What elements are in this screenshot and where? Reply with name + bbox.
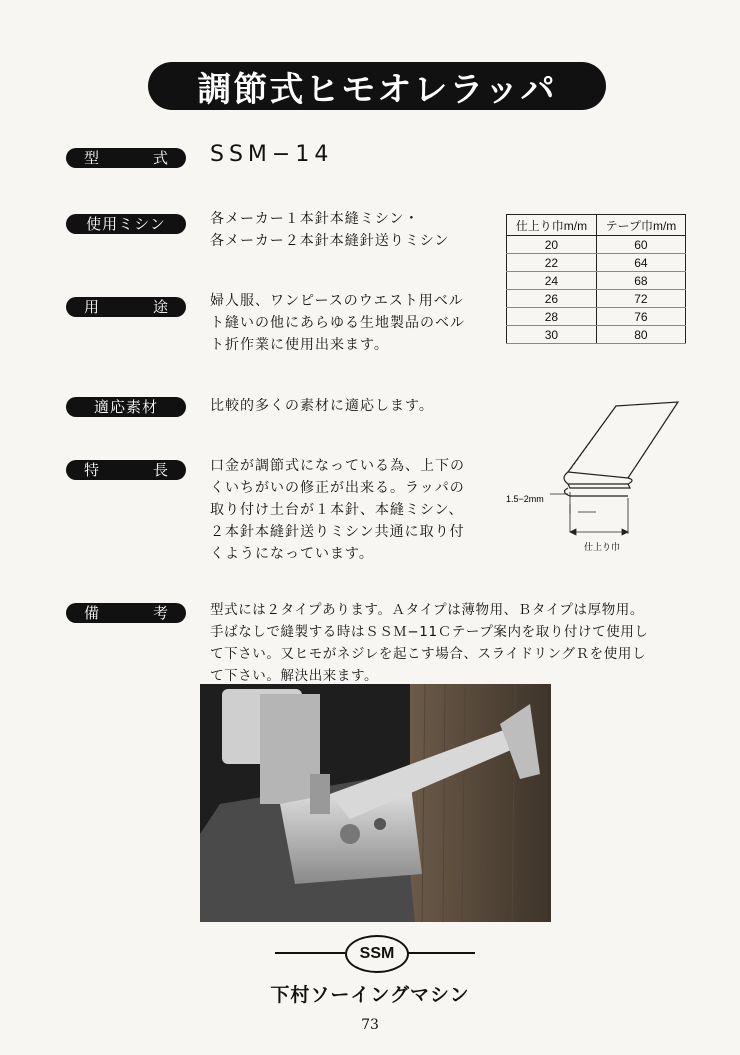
usage-line: 婦人服、ワンピースのウエスト用ベル <box>210 293 464 309</box>
table-row <box>507 272 686 290</box>
cell-finish-width: 30 <box>507 326 597 344</box>
features-line: くいちがいの修正が出来る。ラッパの <box>210 480 465 496</box>
table-row <box>507 290 686 308</box>
table-row <box>507 326 686 344</box>
diagram-gap-label: 1.5−2mm <box>506 494 544 504</box>
label-features-char-2: 長 <box>152 461 168 479</box>
label-remarks-char-1: 備 <box>84 604 100 622</box>
cell-tape-width: 80 <box>596 326 685 344</box>
cell-tape-width: 60 <box>596 236 685 254</box>
cell-finish-width: 20 <box>507 236 597 254</box>
label-machine: 使用ミシン <box>66 214 186 234</box>
size-table-header: テープ巾m/m <box>596 215 685 236</box>
model-value: SSM−14 <box>210 142 334 167</box>
remarks-line: て下さい。又ヒモがネジレを起こす場合、スライドリングＲを使用し <box>210 646 647 662</box>
cell-finish-width: 28 <box>507 308 597 326</box>
machine-text <box>210 208 449 252</box>
table-row <box>507 308 686 326</box>
diagram-width-label: 仕上り巾 <box>584 542 621 552</box>
cell-finish-width: 24 <box>507 272 597 290</box>
label-model <box>66 148 186 168</box>
label-usage-char-2: 途 <box>152 298 168 316</box>
table-row <box>507 236 686 254</box>
ssm-logo: SSM <box>345 935 409 973</box>
label-features-char-1: 特 <box>84 461 100 479</box>
product-photo <box>200 684 551 922</box>
diagram-fabric-bottom <box>568 484 630 488</box>
features-text <box>210 455 465 565</box>
page-title: 調節式ヒモオレラッパ <box>148 62 606 110</box>
size-table <box>506 214 686 344</box>
footer-rule-right <box>405 952 475 954</box>
cell-tape-width: 64 <box>596 254 685 272</box>
machine-line: 各メーカー２本針本縫針送りミシン <box>210 233 450 249</box>
diagram-width-arrow-right <box>622 529 628 535</box>
label-model-char-2: 式 <box>152 149 168 167</box>
remarks-line: 型式には２タイプあります。Ａタイプは薄物用、Ｂタイプは厚物用。 <box>210 602 644 618</box>
diagram-fabric-fold <box>564 472 632 484</box>
cell-tape-width: 68 <box>596 272 685 290</box>
features-line: 口金が調節式になっている為、上下の <box>210 458 465 474</box>
usage-line: ト折作業に使用出来ます。 <box>210 337 389 353</box>
company-name: 下村ソーイングマシン <box>270 984 470 1006</box>
label-usage-char-1: 用 <box>84 298 100 316</box>
usage-text <box>210 290 465 356</box>
diagram-width-arrow-left <box>570 529 576 535</box>
remarks-text <box>210 599 649 687</box>
label-usage <box>66 297 186 317</box>
label-model-char-1: 型 <box>84 149 100 167</box>
machine-line: 各メーカー１本針本縫ミシン・ <box>210 211 420 227</box>
features-line: 取り付け土台が１本針、本縫ミシン、 <box>210 502 464 518</box>
cell-finish-width: 22 <box>507 254 597 272</box>
diagram-fabric-under <box>564 488 628 496</box>
footer-rule-left <box>275 952 345 954</box>
remarks-line: 手ばなしで縫製する時はＳＳＭ−11Ｃテープ案内を取り付けて使用し <box>210 624 649 640</box>
features-line: くようになっています。 <box>210 546 374 562</box>
label-features <box>66 460 186 480</box>
product-photo-illustration <box>200 684 551 922</box>
features-line: ２本針本縫針送りミシン共通に取り付 <box>210 524 465 540</box>
usage-line: ト縫いの他にあらゆる生地製品のベル <box>210 315 465 331</box>
belt-fold-diagram <box>498 394 698 564</box>
page-number: 73 <box>361 1017 379 1033</box>
material-text: 比較的多くの素材に適応します。 <box>210 398 434 414</box>
cell-tape-width: 76 <box>596 308 685 326</box>
label-material: 適応素材 <box>66 397 186 417</box>
cell-tape-width: 72 <box>596 290 685 308</box>
table-row <box>507 254 686 272</box>
size-table-header-row <box>507 215 686 236</box>
cell-finish-width: 26 <box>507 290 597 308</box>
label-remarks-char-2: 考 <box>152 604 168 622</box>
remarks-line: て下さい。解決出来ます。 <box>210 668 379 684</box>
diagram-fabric-top <box>568 402 678 478</box>
size-table-header: 仕上り巾m/m <box>507 215 597 236</box>
label-remarks <box>66 603 186 623</box>
